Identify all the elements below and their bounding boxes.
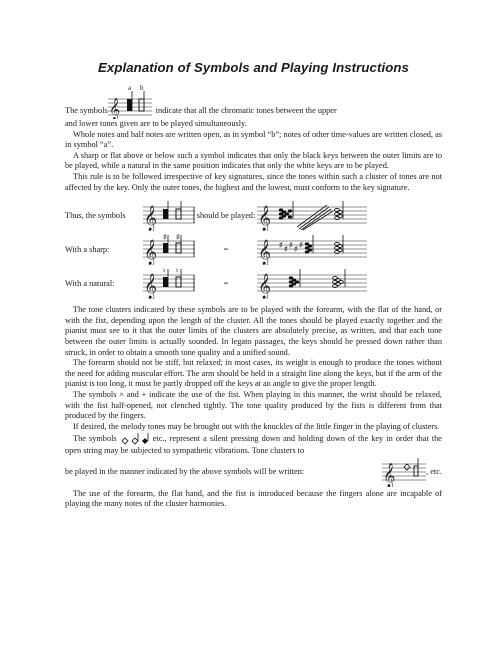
paragraph-forearm-hand-fist: The tone clusters indicated by these symbols are to be played with the forearm, with the flat of the hand, or with the fist, depending upon the length of the cluster. All the tones should be played exactly together and the pianist must see to it that the outer limits of the clusters are absolutely precise, as written, and that each tone between the outer limits is actually sounded. In legato passages, the keys should be pressed down rather than struck, in order to obtain a smooth tone quality and a unified sound. [65, 305, 442, 357]
svg-text:♯: ♯ [294, 245, 298, 254]
example-label-sharp: With a sharp: [65, 244, 110, 254]
example-staff-plain-symbols [143, 199, 195, 231]
example-staff-plain-realization [257, 199, 367, 231]
cluster-symbol-staff [108, 85, 152, 119]
intro-symbols-line [65, 85, 442, 119]
example-equals-sharp: = [223, 244, 229, 254]
svg-text:𝄞: 𝄞 [258, 274, 272, 300]
svg-text:𝄞: 𝄞 [258, 206, 272, 232]
example-staff-natural-realization [257, 267, 367, 299]
paragraph-silent-press [65, 432, 442, 457]
svg-text:♮: ♮ [163, 267, 166, 276]
intro-label: The symbols [65, 106, 108, 116]
paragraph-key-signature: This rule is to be followed irrespective of key signatures, since the tones within such a cluster of tones are not affected by the key. Only the outer tones, the highest and the lowest, must conform to the key signature. [65, 171, 442, 192]
svg-text:♯: ♯ [289, 241, 293, 250]
svg-text:𝄞: 𝄞 [144, 206, 158, 232]
svg-text:𝄞: 𝄞 [383, 462, 396, 487]
svg-text:♮: ♮ [176, 267, 179, 276]
paragraph-conclusion: The use of the forearm, the flat hand, and the fist is introduced because the fingers alone are incapable of playing the many notes of the cluster harmonies. [65, 488, 442, 509]
silent-press-start: The symbols [73, 434, 117, 444]
example-label-natural: With a natural: [65, 278, 115, 288]
paragraph-forearm-relaxed: The forearm should not be stiff, but relaxed; in most cases, its weight is enough to produce the tones without the need for adding muscular effort. The arm should be held in a straight line along the keys, but if the arm of the pianist is too long, it must be partly dropped off the keys at an angle to give the proper length. [65, 358, 442, 389]
page [65, 60, 442, 510]
paragraph-fist-symbols: The symbols × and + indicate the use of the fist. When playing in this manner, the wrist should be relaxed, with the fist half-opened, not clenched tightly. The tone quality produced by the fists is different from that produced by the fingers. [65, 389, 442, 421]
intro-continuation: and lower tones given are to be played simultaneously. [65, 119, 247, 128]
svg-text:♯: ♯ [163, 233, 167, 242]
svg-text:𝄞: 𝄞 [108, 98, 120, 119]
intro-rest: indicate that all the chromatic tones between the upper [155, 106, 337, 116]
label-b: b [139, 85, 144, 92]
svg-text:♯: ♯ [279, 241, 283, 250]
example-equals-natural: = [223, 278, 229, 288]
svg-text:♯: ♯ [284, 245, 288, 254]
paragraph-note-values: Whole notes and half notes are written open, as in symbol “b”; notes of other time-values are written closed, as in symbol “a”. [65, 129, 442, 150]
written-cluster-line [65, 457, 442, 487]
paragraph-melody-tones: If desired, the melody tones may be brought out with the knuckles of the little finger in the playing of clusters. [73, 421, 440, 431]
example-row-plain [65, 199, 442, 231]
svg-text:𝄞: 𝄞 [144, 274, 158, 300]
example-staff-sharp-symbols [143, 233, 195, 265]
example-mid-plain: should be played: [196, 210, 256, 220]
svg-text:𝄞: 𝄞 [258, 240, 272, 266]
silent-press-symbols [120, 432, 150, 446]
svg-text:♯: ♯ [176, 233, 180, 242]
example-row-sharp [65, 233, 442, 265]
svg-text:♯: ♯ [299, 241, 303, 250]
written-cluster-staff [382, 457, 426, 487]
example-staff-natural-symbols [143, 267, 195, 299]
silent-press-rest: etc., represent a silent pressing down and holding down of the key in order that the open string may be subjected to sympathetic vibrations. Tone clusters to [65, 434, 442, 456]
written-cluster-text: be played in the manner indicated by the above symbols will be written: [65, 466, 305, 476]
example-row-natural [65, 267, 442, 299]
paragraph-sharps-flats: A sharp or flat above or below such a symbol indicates that only the black keys between the outer limits are to be played, while a natural in the same position indicates that only the white keys are to be played. [65, 150, 442, 171]
svg-text:𝄞: 𝄞 [144, 240, 158, 266]
example-staff-sharp-realization [257, 233, 367, 265]
label-a: a [127, 85, 131, 92]
written-cluster-tail: , etc. [426, 466, 442, 476]
page-title: Explanation of Symbols and Playing Instructions [98, 60, 409, 75]
example-label-plain: Thus, the symbols [65, 210, 126, 220]
